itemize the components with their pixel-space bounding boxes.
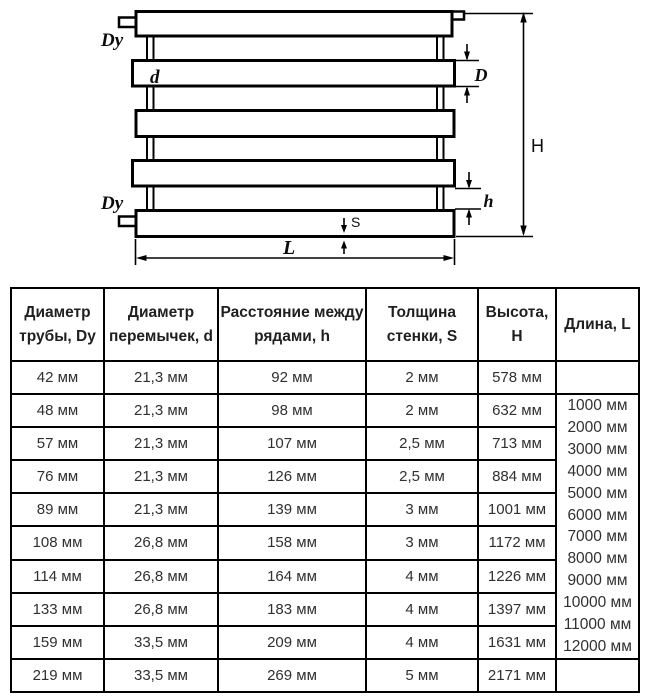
- length-values-cell: [556, 394, 639, 659]
- table-cell: 159 мм: [11, 626, 104, 659]
- arrowhead-h-top: [466, 180, 472, 189]
- table-cell: 33,5 мм: [104, 659, 218, 692]
- length-value-line: 5000 мм: [567, 484, 628, 502]
- table-row: [11, 493, 639, 526]
- table-cell: 114 мм: [11, 560, 104, 593]
- length-value-line: 7000 мм: [567, 528, 628, 546]
- length-value-line: 1000 мм: [567, 397, 628, 414]
- length-value-line: 8000 мм: [567, 550, 628, 568]
- table-cell: 2 мм: [366, 361, 478, 394]
- length-value-line: 12000 мм: [563, 637, 632, 655]
- spec-table-body: [11, 361, 639, 692]
- length-value-line: 11000 мм: [563, 616, 632, 634]
- col-header: Длина, L: [556, 288, 639, 361]
- table-cell: 2,5 мм: [366, 460, 478, 493]
- length-value-line: 2000 мм: [567, 418, 628, 436]
- inlet-stub-top-left: [119, 18, 137, 28]
- table-cell: 164 мм: [218, 560, 366, 593]
- table-row: [11, 394, 639, 427]
- table-cell: 89 мм: [11, 493, 104, 526]
- length-empty-cell: [556, 659, 639, 692]
- table-cell: 133 мм: [11, 593, 104, 626]
- inlet-stub-bottom-left: [119, 217, 137, 227]
- table-cell: 219 мм: [11, 659, 104, 692]
- table-cell: 48 мм: [11, 394, 104, 427]
- col-header: Высота, H: [478, 288, 556, 361]
- label-S: S: [351, 214, 361, 230]
- table-cell: 126 мм: [218, 460, 366, 493]
- length-value-line: 10000 мм: [563, 594, 632, 612]
- pipe-rect-3: [136, 111, 454, 137]
- table-row: [11, 427, 639, 460]
- pipe-rows: [133, 12, 455, 237]
- spec-table: [10, 287, 640, 693]
- table-cell: 884 мм: [478, 460, 556, 493]
- pipe-rect-5: [136, 211, 454, 237]
- length-value-line: 9000 мм: [567, 572, 628, 590]
- table-row: [11, 593, 639, 626]
- label-h: h: [483, 191, 494, 211]
- table-cell: 21,3 мм: [104, 361, 218, 394]
- table-row: [11, 526, 639, 559]
- table-cell: 33,5 мм: [104, 626, 218, 659]
- length-empty-cell: [556, 361, 639, 394]
- label-D: D: [474, 65, 488, 85]
- table-cell: 183 мм: [218, 593, 366, 626]
- col-header: Расстояние между рядами, h: [218, 288, 366, 361]
- arrowhead-D-bottom: [464, 87, 470, 96]
- arrowhead-D-top: [464, 52, 470, 61]
- table-cell: 5 мм: [366, 659, 478, 692]
- label-dy-top: Dy: [101, 30, 124, 51]
- table-cell: 1631 мм: [478, 626, 556, 659]
- table-cell: 1001 мм: [478, 493, 556, 526]
- length-value-line: 4000 мм: [567, 462, 628, 480]
- pipe-rect-2: [133, 61, 455, 87]
- col-header: Толщина стенки, S: [366, 288, 478, 361]
- table-row: [11, 626, 639, 659]
- pipe-rect-4: [133, 161, 455, 187]
- table-cell: 713 мм: [478, 427, 556, 460]
- table-cell: 57 мм: [11, 427, 104, 460]
- table-cell: 209 мм: [218, 626, 366, 659]
- table-cell: 108 мм: [11, 526, 104, 559]
- length-value-line: 6000 мм: [567, 506, 628, 524]
- table-cell: 21,3 мм: [104, 493, 218, 526]
- label-L: L: [283, 237, 296, 259]
- table-cell: 21,3 мм: [104, 427, 218, 460]
- arrowhead-L-left: [136, 255, 147, 261]
- col-header: Диаметр перемычек, d: [104, 288, 218, 361]
- table-cell: 3 мм: [366, 526, 478, 559]
- table-cell: 2171 мм: [478, 659, 556, 692]
- table-cell: 578 мм: [478, 361, 556, 394]
- table-cell: 26,8 мм: [104, 560, 218, 593]
- arrowhead-H-bottom: [520, 226, 526, 237]
- table-cell: 158 мм: [218, 526, 366, 559]
- label-d: d: [150, 67, 160, 88]
- table-cell: 98 мм: [218, 394, 366, 427]
- arrowhead-S-bottom: [341, 241, 347, 249]
- register-diagram: [0, 0, 647, 287]
- table-cell: 4 мм: [366, 560, 478, 593]
- length-value-line: 3000 мм: [567, 440, 628, 458]
- table-cell: 21,3 мм: [104, 394, 218, 427]
- table-cell: 1226 мм: [478, 560, 556, 593]
- table-cell: 269 мм: [218, 659, 366, 692]
- table-cell: 107 мм: [218, 427, 366, 460]
- table-cell: 76 мм: [11, 460, 104, 493]
- col-header: Диаметр трубы, Dy: [11, 288, 104, 361]
- table-row: [11, 361, 639, 394]
- table-cell: 26,8 мм: [104, 526, 218, 559]
- table-cell: 632 мм: [478, 394, 556, 427]
- table-row: [11, 560, 639, 593]
- table-cell: 1172 мм: [478, 526, 556, 559]
- table-row: [11, 659, 639, 692]
- table-row: [11, 460, 639, 493]
- table-cell: 2 мм: [366, 394, 478, 427]
- table-cell: 21,3 мм: [104, 460, 218, 493]
- table-cell: 139 мм: [218, 493, 366, 526]
- spec-table-head-row: [11, 288, 639, 361]
- table-cell: 3 мм: [366, 493, 478, 526]
- label-H: H: [531, 136, 544, 156]
- table-cell: 4 мм: [366, 593, 478, 626]
- table-cell: 42 мм: [11, 361, 104, 394]
- table-cell: 4 мм: [366, 626, 478, 659]
- register-diagram-svg: [0, 0, 647, 287]
- table-cell: 1397 мм: [478, 593, 556, 626]
- arrowhead-L-right: [444, 255, 455, 261]
- table-cell: 92 мм: [218, 361, 366, 394]
- pipe-rect-1: [136, 12, 452, 37]
- arrowhead-h-bottom: [466, 209, 472, 218]
- table-cell: 26,8 мм: [104, 593, 218, 626]
- table-cell: 2,5 мм: [366, 427, 478, 460]
- label-dy-bottom: Dy: [101, 193, 124, 214]
